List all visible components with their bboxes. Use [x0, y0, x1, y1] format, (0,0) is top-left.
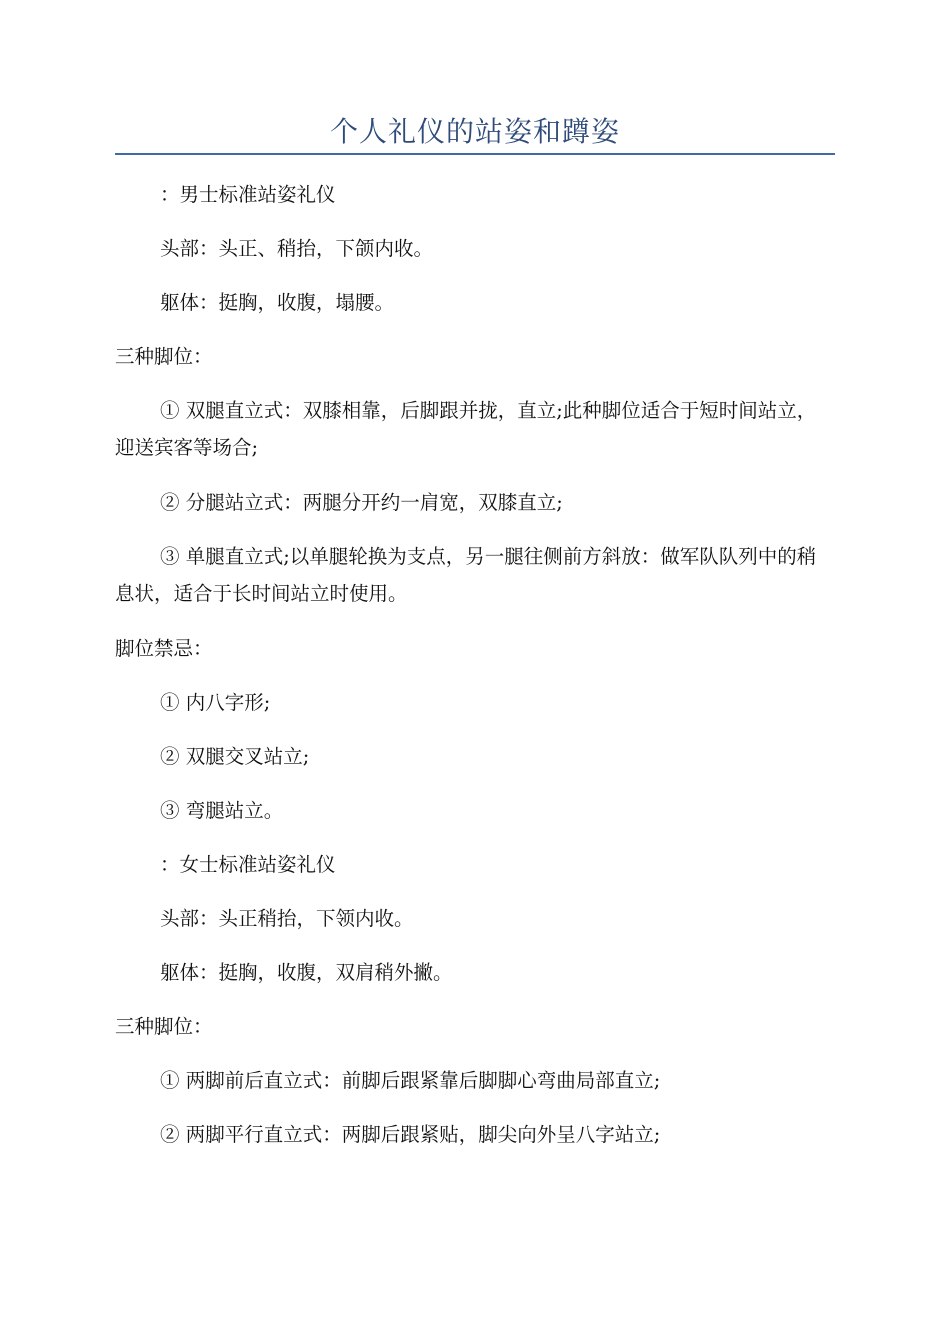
title-underline: [115, 153, 835, 155]
section-heading-men: ：男士标准站姿礼仪: [160, 183, 336, 206]
subheading: 三种脚位：: [115, 345, 213, 368]
list-item: ② 两脚平行直立式：两脚后跟紧贴，脚尖向外呈八字站立;: [160, 1123, 661, 1146]
paragraph: 头部：头正稍抬，下领内收。: [160, 907, 414, 930]
list-item: ② 双腿交叉站立;: [160, 745, 310, 768]
page-title: 个人礼仪的站姿和蹲姿: [329, 115, 620, 148]
subheading: 脚位禁忌：: [115, 637, 213, 660]
list-item: ① 内八字形;: [160, 691, 271, 714]
paragraph: 头部：头正、稍抬，下颌内收。: [160, 237, 434, 260]
list-item: ③ 弯腿站立。: [160, 799, 284, 822]
list-item: ① 双腿直立式：双膝相靠，后脚跟并拢，直立;此种脚位适合于短时间站立，迎送宾客等场合;: [115, 399, 817, 459]
paragraph: 躯体：挺胸，收腹，塌腰。: [160, 291, 395, 314]
section-heading-women: ：女士标准站姿礼仪: [160, 853, 336, 876]
list-item: ③ 单腿直立式;以单腿轮换为支点，另一腿往侧前方斜放：做军队队列中的稍息状，适合于长时间站立时使用。: [115, 545, 817, 605]
paragraph: 躯体：挺胸，收腹，双肩稍外撇。: [160, 961, 453, 984]
list-item: ② 分腿站立式：两腿分开约一肩宽，双膝直立;: [160, 491, 563, 514]
list-item: ① 两脚前后直立式：前脚后跟紧靠后脚脚心弯曲局部直立;: [160, 1069, 661, 1092]
subheading: 三种脚位：: [115, 1015, 213, 1038]
